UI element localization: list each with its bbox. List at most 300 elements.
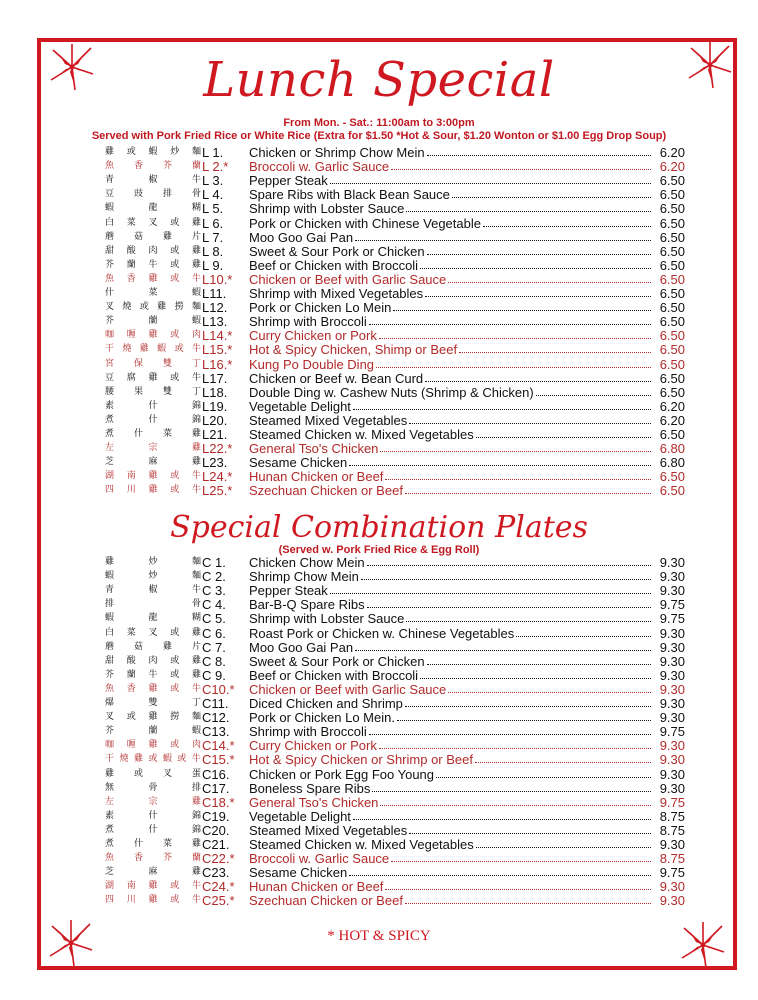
dot-leader <box>391 861 651 862</box>
menu-item <box>105 244 685 258</box>
item-price: 9.30 <box>659 836 685 852</box>
menu-item <box>105 654 685 668</box>
chinese-name: 什 菜 蝦 <box>105 288 201 299</box>
item-price: 6.20 <box>659 159 685 175</box>
chinese-name: 芥 蘭 蝦 <box>105 316 201 327</box>
item-code: C 5. <box>202 611 226 627</box>
item-name: Double Ding w. Cashew Nuts (Shrimp & Chicken) <box>249 384 534 400</box>
dot-leader <box>380 451 651 452</box>
chinese-name: 左 宗 雞 <box>105 796 201 807</box>
dot-leader <box>385 479 651 480</box>
chinese-name: 左 宗 雞 <box>105 443 201 454</box>
item-name: General Tso's Chicken <box>249 441 379 457</box>
item-price: 9.30 <box>659 738 685 754</box>
item-code: C14.* <box>202 738 235 754</box>
dot-leader <box>405 706 651 707</box>
chinese-name: 腰 果 雙 丁 <box>105 386 201 397</box>
chinese-name: 魚 香 雞 或 牛 <box>105 683 201 694</box>
dot-leader <box>349 875 651 876</box>
menu-item <box>105 286 685 300</box>
chinese-name: 芝 麻 雞 <box>105 457 201 468</box>
dot-leader <box>372 791 651 792</box>
chinese-name: 煮 什 菜 雞 <box>105 428 201 439</box>
chinese-name: 青 椒 牛 <box>105 585 201 596</box>
item-code: L23. <box>202 455 228 471</box>
dot-leader <box>516 636 651 637</box>
item-code: C 7. <box>202 639 226 655</box>
item-code: C17. <box>202 780 230 796</box>
item-code: L 6. <box>202 215 224 231</box>
item-code: L 9. <box>202 257 224 273</box>
item-price: 6.80 <box>659 441 685 457</box>
item-code: C22.* <box>202 851 235 867</box>
menu-item <box>105 597 685 611</box>
item-price: 6.50 <box>659 384 685 400</box>
item-name: Curry Chicken or Pork <box>249 328 377 344</box>
menu-item <box>105 455 685 469</box>
item-name: Sesame Chicken <box>249 865 348 881</box>
dot-leader <box>391 169 651 170</box>
menu-item <box>105 385 685 399</box>
item-code: C13. <box>202 724 230 740</box>
item-price: 9.30 <box>659 710 685 726</box>
menu-item <box>105 483 685 497</box>
chinese-name: 蘑 菇 雞 片 <box>105 641 201 652</box>
dot-leader <box>420 678 651 679</box>
item-price: 6.50 <box>659 300 685 316</box>
item-code: L 2.* <box>202 159 229 175</box>
item-price: 9.30 <box>659 766 685 782</box>
item-price: 9.30 <box>659 569 685 585</box>
menu-item <box>105 781 685 795</box>
dot-leader <box>393 310 651 311</box>
item-code: C 6. <box>202 625 226 641</box>
item-name: Szechuan Chicken or Beef <box>249 483 403 499</box>
menu-item <box>105 851 685 865</box>
chinese-name: 煮 什 錦 <box>105 824 201 835</box>
item-name: Beef or Chicken with Broccoli <box>249 667 419 683</box>
dot-leader <box>355 240 651 241</box>
menu-item <box>105 766 685 780</box>
menu-item <box>105 272 685 286</box>
dot-leader <box>476 847 651 848</box>
chinese-name: 煮 什 錦 <box>105 414 201 425</box>
menu-item <box>105 201 685 215</box>
menu-item <box>105 469 685 483</box>
item-code: C21. <box>202 836 230 852</box>
dot-leader <box>427 155 651 156</box>
chinese-name: 煮 什 菜 雞 <box>105 838 201 849</box>
dot-leader <box>476 437 651 438</box>
item-name: Moo Goo Gai Pan <box>249 639 354 655</box>
item-price: 6.50 <box>659 314 685 330</box>
dot-leader <box>536 395 651 396</box>
item-price: 9.75 <box>659 611 685 627</box>
hot-spicy-legend: * HOT & SPICY <box>327 928 431 944</box>
chinese-name: 甜 酸 肉 或 雞 <box>105 655 201 666</box>
lunch-special-title: Lunch Special <box>203 52 555 108</box>
chinese-name: 芥 蘭 牛 或 雞 <box>105 669 201 680</box>
dot-leader <box>483 226 651 227</box>
item-code: L10.* <box>202 271 233 287</box>
item-price: 6.50 <box>659 328 685 344</box>
menu-item <box>105 230 685 244</box>
item-code: L11. <box>202 286 227 302</box>
dot-leader <box>385 889 651 890</box>
menu-item <box>105 173 685 187</box>
chinese-name: 雞 炒 麵 <box>105 557 201 568</box>
chinese-name: 咖 喱 雞 或 肉 <box>105 330 201 341</box>
item-name: Beef or Chicken with Broccoli <box>249 257 419 273</box>
chinese-name: 芥 蘭 蝦 <box>105 726 201 737</box>
item-code: L17. <box>202 370 228 386</box>
item-name: Shrimp with Lobster Sauce <box>249 201 405 217</box>
chinese-name: 雞 或 蝦 炒 麵 <box>105 147 201 158</box>
chinese-name: 排 骨 <box>105 599 201 610</box>
dot-leader <box>397 720 651 721</box>
dot-leader <box>361 579 651 580</box>
item-price: 9.30 <box>659 696 685 712</box>
item-name: Chicken Chow Mein <box>249 555 365 571</box>
dot-leader <box>425 296 651 297</box>
menu-item <box>105 625 685 639</box>
item-name: Sweet & Sour Pork or Chicken <box>249 653 425 669</box>
chinese-name: 魚 香 雞 或 牛 <box>105 273 201 284</box>
menu-item <box>105 668 685 682</box>
item-price: 9.75 <box>659 794 685 810</box>
item-name: Kung Po Double Ding <box>249 356 375 372</box>
item-code: C20. <box>202 822 230 838</box>
item-price: 9.30 <box>659 639 685 655</box>
menu-item <box>105 328 685 342</box>
chinese-name: 干 燒 雞 蝦 或 牛 <box>105 344 201 355</box>
item-price: 9.30 <box>659 583 685 599</box>
item-code: L19. <box>202 398 228 414</box>
item-price: 6.50 <box>659 187 685 203</box>
item-code: L15.* <box>202 342 233 358</box>
item-code: C19. <box>202 808 230 824</box>
item-name: Shrimp with Broccoli <box>249 314 367 330</box>
item-code: L13. <box>202 314 228 330</box>
item-price: 6.50 <box>659 342 685 358</box>
menu-item <box>105 427 685 441</box>
item-name: Sesame Chicken <box>249 455 348 471</box>
item-price: 9.75 <box>659 724 685 740</box>
item-price: 9.30 <box>659 667 685 683</box>
lunch-item-list <box>105 145 685 497</box>
item-price: 6.50 <box>659 356 685 372</box>
item-price: 6.50 <box>659 483 685 499</box>
item-name: Chicken or Pork Egg Foo Young <box>249 766 435 782</box>
item-price: 6.50 <box>659 257 685 273</box>
item-price: 9.30 <box>659 893 685 909</box>
poinsettia-icon <box>676 918 730 972</box>
dot-leader <box>420 268 651 269</box>
menu-item <box>105 640 685 654</box>
menu-item <box>105 371 685 385</box>
chinese-name: 湖 南 雞 或 牛 <box>105 471 201 482</box>
dot-leader <box>379 338 651 339</box>
menu-item <box>105 696 685 710</box>
chinese-name: 蘑 菇 雞 片 <box>105 231 201 242</box>
item-code: L 8. <box>202 243 224 259</box>
item-price: 8.75 <box>659 851 685 867</box>
item-code: L21. <box>202 426 228 442</box>
item-price: 8.75 <box>659 822 685 838</box>
chinese-name: 魚 香 芥 蘭 <box>105 161 201 172</box>
chinese-name: 四 川 雞 或 牛 <box>105 485 201 496</box>
dot-leader <box>355 650 651 651</box>
item-name: Chicken or Beef with Garlic Sauce <box>249 681 447 697</box>
menu-item <box>105 837 685 851</box>
lunch-hours: From Mon. - Sat.: 11:00am to 3:00pm <box>283 117 475 129</box>
dot-leader <box>425 381 651 382</box>
menu-item <box>105 879 685 893</box>
menu-item <box>105 865 685 879</box>
dot-leader <box>427 254 651 255</box>
item-code: L25.* <box>202 483 233 499</box>
menu-item <box>105 710 685 724</box>
item-name: Diced Chicken and Shrimp <box>249 696 403 712</box>
chinese-name: 白 菜 叉 或 雞 <box>105 217 201 228</box>
menu-item <box>105 342 685 356</box>
dot-leader <box>353 819 651 820</box>
item-code: L14.* <box>202 328 233 344</box>
item-name: Spare Ribs with Black Bean Sauce <box>249 187 450 203</box>
item-price: 6.50 <box>659 469 685 485</box>
dot-leader <box>405 903 651 904</box>
dot-leader <box>459 352 651 353</box>
menu-item <box>105 159 685 173</box>
combination-item-list <box>105 555 685 907</box>
item-code: C18.* <box>202 794 235 810</box>
item-code: L 3. <box>202 173 224 189</box>
menu-item <box>105 314 685 328</box>
menu-item <box>105 300 685 314</box>
item-code: L16.* <box>202 356 233 372</box>
item-code: C 3. <box>202 583 226 599</box>
chinese-name: 白 菜 叉 或 雞 <box>105 627 201 638</box>
item-code: C 9. <box>202 667 226 683</box>
chinese-name: 四 川 雞 或 牛 <box>105 895 201 906</box>
menu-item <box>105 187 685 201</box>
dot-leader <box>330 593 651 594</box>
item-code: L20. <box>202 412 228 428</box>
item-code: L 1. <box>202 145 224 161</box>
item-name: Pepper Steak <box>249 583 328 599</box>
item-code: L 4. <box>202 187 224 203</box>
item-name: Boneless Spare Ribs <box>249 780 371 796</box>
chinese-name: 叉 或 雞 撈 麵 <box>105 712 201 723</box>
item-code: L 5. <box>202 201 224 217</box>
item-price: 9.30 <box>659 752 685 768</box>
item-price: 8.75 <box>659 808 685 824</box>
item-name: Shrimp with Broccoli <box>249 724 367 740</box>
dot-leader <box>475 762 651 763</box>
menu-item <box>105 441 685 455</box>
item-code: L22.* <box>202 441 233 457</box>
dot-leader <box>369 324 651 325</box>
dot-leader <box>405 493 651 494</box>
item-name: Vegetable Delight <box>249 398 351 414</box>
dot-leader <box>369 734 651 735</box>
combination-plates-title: Special Combination Plates <box>170 510 588 545</box>
dot-leader <box>427 664 651 665</box>
menu-item <box>105 569 685 583</box>
menu-item <box>105 795 685 809</box>
item-name: Steamed Chicken w. Mixed Vegetables <box>249 836 474 852</box>
chinese-name: 甜 酸 肉 或 雞 <box>105 245 201 256</box>
item-code: C23. <box>202 865 230 881</box>
item-code: C11. <box>202 696 229 712</box>
menu-item <box>105 258 685 272</box>
menu-item <box>105 752 685 766</box>
item-name: Pork or Chicken Lo Mein <box>249 300 392 316</box>
chinese-name: 雞 或 叉 蛋 <box>105 768 201 779</box>
item-name: Bar-B-Q Spare Ribs <box>249 597 365 613</box>
menu-item <box>105 611 685 625</box>
item-name: Steamed Mixed Vegetables <box>249 412 408 428</box>
chinese-name: 爆 雙 丁 <box>105 698 201 709</box>
item-code: L24.* <box>202 469 233 485</box>
item-code: C10.* <box>202 681 235 697</box>
dot-leader <box>448 692 651 693</box>
item-name: Broccoli w. Garlic Sauce <box>249 851 390 867</box>
item-code: C12. <box>202 710 230 726</box>
chinese-name: 蝦 龍 糊 <box>105 613 201 624</box>
chinese-name: 豆 豉 排 骨 <box>105 189 201 200</box>
item-price: 9.30 <box>659 555 685 571</box>
item-price: 6.50 <box>659 215 685 231</box>
item-name: Chicken or Shrimp Chow Mein <box>249 145 425 161</box>
chinese-name: 干 燒 雞 或 蝦 或 牛 <box>105 754 201 765</box>
menu-item <box>105 413 685 427</box>
item-price: 9.30 <box>659 653 685 669</box>
dot-leader <box>380 805 651 806</box>
chinese-name: 叉 燒 或 雞 撈 麵 <box>105 302 201 313</box>
dot-leader <box>406 621 651 622</box>
chinese-name: 素 什 錦 <box>105 400 201 411</box>
menu-item <box>105 215 685 229</box>
dot-leader <box>367 607 651 608</box>
lunch-served-note: Served with Pork Fried Rice or White Rice (Extra for $1.50 *Hot & Sour, $1.20 Wonton or $1.00 Egg Drop Soup) <box>91 130 667 142</box>
item-name: Shrimp with Lobster Sauce <box>249 611 405 627</box>
item-name: Hot & Spicy Chicken or Shrimp or Beef <box>249 752 473 768</box>
item-name: Hot & Spicy Chicken, Shimp or Beef <box>249 342 458 358</box>
item-name: Curry Chicken or Pork <box>249 738 377 754</box>
item-code: C 4. <box>202 597 226 613</box>
item-name: Steamed Mixed Vegetables <box>249 822 408 838</box>
item-name: Chicken or Beef with Garlic Sauce <box>249 271 447 287</box>
dot-leader <box>448 282 651 283</box>
chinese-name: 豆 腐 雞 或 牛 <box>105 372 201 383</box>
chinese-name: 青 椒 牛 <box>105 175 201 186</box>
item-name: Shrimp Chow Mein <box>249 569 359 585</box>
chinese-name: 芥 蘭 牛 或 雞 <box>105 259 201 270</box>
dot-leader <box>379 748 651 749</box>
item-name: Szechuan Chicken or Beef <box>249 893 403 909</box>
item-price: 6.20 <box>659 145 685 161</box>
item-name: Broccoli w. Garlic Sauce <box>249 159 390 175</box>
menu-item <box>105 724 685 738</box>
item-price: 6.50 <box>659 271 685 287</box>
item-price: 6.50 <box>659 229 685 245</box>
item-price: 6.50 <box>659 426 685 442</box>
menu-item <box>105 738 685 752</box>
dot-leader <box>367 565 651 566</box>
item-code: C 1. <box>202 555 226 571</box>
item-code: L 7. <box>202 229 224 245</box>
item-name: Vegetable Delight <box>249 808 351 824</box>
chinese-name: 芝 麻 雞 <box>105 867 201 878</box>
chinese-name: 無 骨 排 <box>105 782 201 793</box>
dot-leader <box>349 465 651 466</box>
dot-leader <box>406 211 651 212</box>
item-price: 9.75 <box>659 597 685 613</box>
item-name: Pepper Steak <box>249 173 328 189</box>
item-price: 6.50 <box>659 173 685 189</box>
item-name: Pork or Chicken with Chinese Vegetable <box>249 215 481 231</box>
chinese-name: 蝦 炒 麵 <box>105 571 201 582</box>
chinese-name: 蝦 龍 糊 <box>105 203 201 214</box>
menu-item <box>105 356 685 370</box>
item-price: 6.80 <box>659 455 685 471</box>
chinese-name: 咖 喱 雞 或 肉 <box>105 740 201 751</box>
item-price: 6.50 <box>659 201 685 217</box>
dot-leader <box>353 409 651 410</box>
item-name: Steamed Chicken w. Mixed Vegetables <box>249 426 474 442</box>
combination-served-note: (Served w. Pork Fried Rice & Egg Roll) <box>278 544 480 556</box>
item-price: 6.50 <box>659 243 685 259</box>
item-name: Moo Goo Gai Pan <box>249 229 354 245</box>
item-price: 6.20 <box>659 398 685 414</box>
dot-leader <box>436 777 651 778</box>
item-name: Pork or Chicken Lo Mein. <box>249 710 395 726</box>
item-name: Chicken or Beef w. Bean Curd <box>249 370 424 386</box>
item-name: Roast Pork or Chicken w. Chinese Vegetables <box>249 625 515 641</box>
chinese-name: 魚 香 芥 蘭 <box>105 853 201 864</box>
menu-item <box>105 893 685 907</box>
dot-leader <box>409 833 651 834</box>
item-price: 9.30 <box>659 681 685 697</box>
item-price: 6.20 <box>659 412 685 428</box>
menu-item <box>105 399 685 413</box>
item-price: 9.30 <box>659 780 685 796</box>
chinese-name: 素 什 錦 <box>105 810 201 821</box>
item-code: C25.* <box>202 893 235 909</box>
item-code: L12. <box>202 300 228 316</box>
menu-item <box>105 823 685 837</box>
menu-item <box>105 145 685 159</box>
item-name: Hunan Chicken or Beef <box>249 469 384 485</box>
chinese-name: 湖 南 雞 或 牛 <box>105 881 201 892</box>
item-price: 9.30 <box>659 879 685 895</box>
item-code: C16. <box>202 766 230 782</box>
item-code: L18. <box>202 384 228 400</box>
dot-leader <box>409 423 651 424</box>
item-price: 9.30 <box>659 625 685 641</box>
item-name: Sweet & Sour Pork or Chicken <box>249 243 425 259</box>
menu-item <box>105 682 685 696</box>
item-name: Hunan Chicken or Beef <box>249 879 384 895</box>
item-code: C15.* <box>202 752 235 768</box>
item-name: General Tso's Chicken <box>249 794 379 810</box>
menu-item <box>105 555 685 569</box>
item-code: C 8. <box>202 653 226 669</box>
menu-item <box>105 809 685 823</box>
menu-item <box>105 583 685 597</box>
item-name: Shrimp with Mixed Vegetables <box>249 286 424 302</box>
